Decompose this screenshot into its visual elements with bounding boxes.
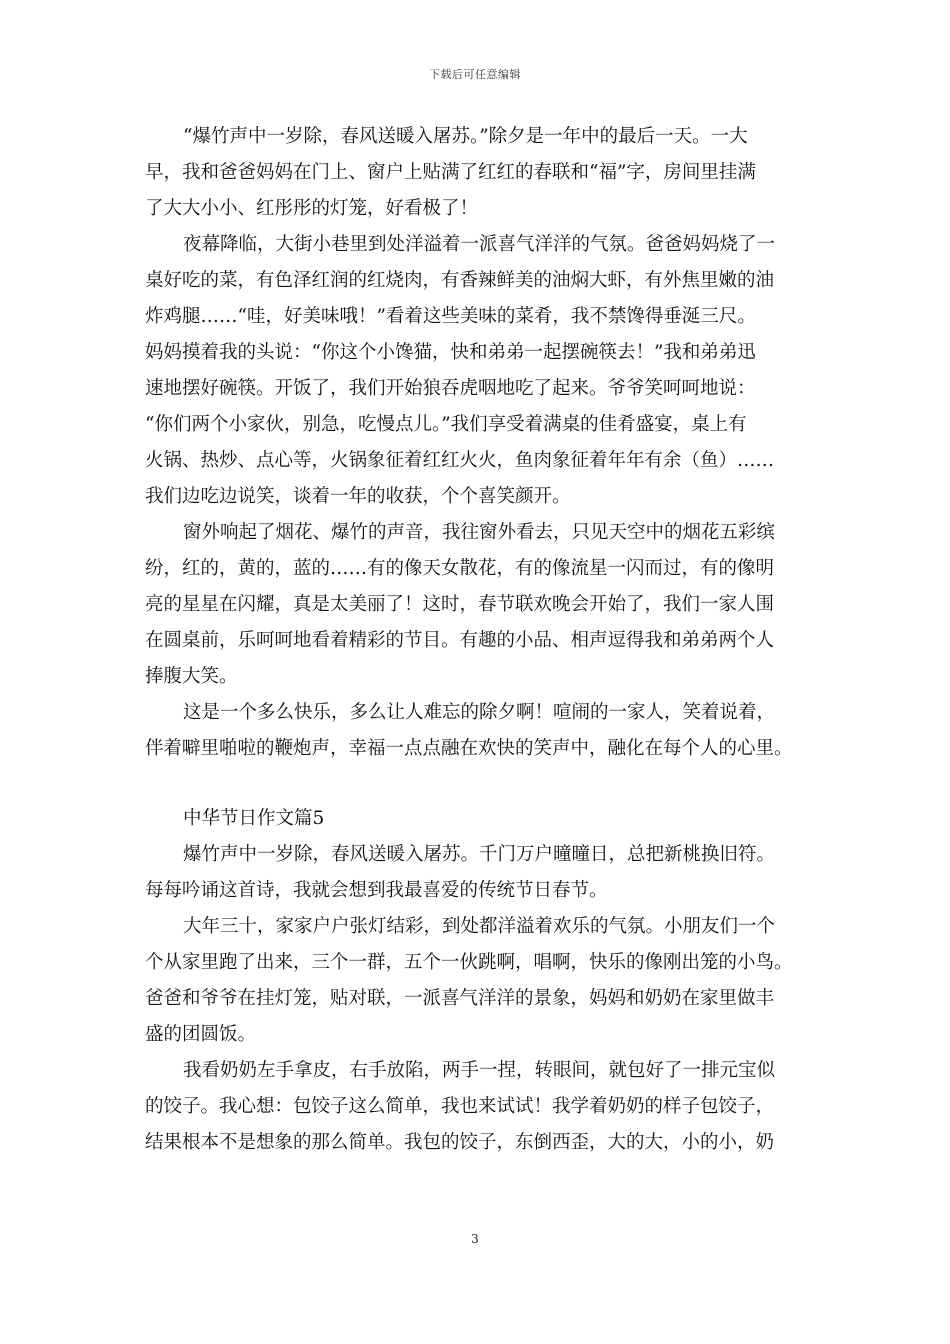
section-paragraph-2 — [145, 909, 810, 1053]
article-body — [145, 119, 810, 1161]
text-line: 我看奶奶左手拿皮，右手放陷，两手一捏，转眼间，就包好了一排元宝似 — [183, 1060, 776, 1081]
paragraph-3 — [145, 515, 810, 695]
text-line: 大年三十，家家户户张灯结彩，到处都洋溢着欢乐的气氛。小朋友们一个 — [183, 916, 776, 937]
text-line: 妈妈摸着我的头说：“你这个小馋猫，快和弟弟一起摆碗筷去！”我和弟弟迅 — [145, 342, 756, 363]
text-line: 亮的星星在闪耀，真是太美丽了！这时，春节联欢晚会开始了，我们一家人围 — [145, 594, 775, 615]
text-line: 纷，红的，黄的，蓝的……有的像天女散花，有的像流星一闪而过，有的像明 — [145, 558, 775, 579]
section-paragraph-3 — [145, 1053, 810, 1161]
paragraph-1 — [145, 119, 810, 227]
text-line: 桌好吃的菜，有色泽红润的红烧肉，有香辣鲜美的油焖大虾，有外焦里嫩的油 — [145, 270, 775, 291]
section-title: 中华节日作文篇5 — [183, 808, 325, 829]
text-line: 伴着噼里啪啦的鞭炮声，幸福一点点融在欢快的笑声中，融化在每个人的心里。 — [145, 738, 793, 759]
text-line: 窗外响起了烟花、爆竹的声音，我往窗外看去，只见天空中的烟花五彩缤 — [183, 522, 776, 543]
section-paragraph-1 — [145, 837, 810, 909]
section-spacer — [145, 767, 810, 801]
paragraph-2 — [145, 227, 810, 515]
text-line: 速地摆好碗筷。开饭了，我们开始狼吞虎咽地吃了起来。爷爷笑呵呵地说： — [145, 378, 756, 399]
text-line: 在圆桌前，乐呵呵地看着精彩的节目。有趣的小品、相声逗得我和弟弟两个人 — [145, 630, 775, 651]
text-line: 火锅、热炒、点心等，火锅象征着红红火火，鱼肉象征着年年有余（鱼）…… — [145, 450, 775, 471]
text-line: 的饺子。我心想：包饺子这么简单，我也来试试！我学着奶奶的样子包饺子， — [145, 1096, 775, 1117]
text-line: 个从家里跑了出来，三个一群，五个一伙跳啊，唱啊，快乐的像刚出笼的小鸟。 — [145, 952, 793, 973]
text-line: 了大大小小、红彤彤的灯笼，好看极了！ — [145, 198, 479, 219]
text-line: 捧腹大笑。 — [145, 666, 238, 687]
text-line: 夜幕降临，大街小巷里到处洋溢着一派喜气洋洋的气氛。爸爸妈妈烧了一 — [183, 234, 776, 255]
text-line: 炸鸡腿……“哇，好美味哦！”看着这些美味的菜肴，我不禁馋得垂涎三尺。 — [145, 306, 756, 327]
text-line: “你们两个小家伙，别急，吃慢点儿。”我们享受着满桌的佳肴盛宴，桌上有 — [145, 414, 747, 435]
page-header: 下载后可任意编辑 — [429, 68, 521, 81]
text-line: 结果根本不是想象的那么简单。我包的饺子，东倒西歪，大的大，小的小，奶 — [145, 1132, 775, 1153]
text-line: 盛的团圆饭。 — [145, 1024, 257, 1045]
text-line: 爆竹声中一岁除，春风送暖入屠苏。千门万户曈曈日，总把新桃换旧符。 — [183, 844, 776, 865]
text-line: 爸爸和爷爷在挂灯笼，贴对联，一派喜气洋洋的景象，妈妈和奶奶在家里做丰 — [145, 988, 775, 1009]
text-line: 这是一个多么快乐，多么让人难忘的除夕啊！喧闹的一家人，笑着说着， — [183, 702, 776, 723]
paragraph-4 — [145, 695, 810, 767]
page-number: 3 — [471, 1232, 479, 1246]
text-line: “爆竹声中一岁除，春风送暖入屠苏。”除夕是一年中的最后一天。一大 — [183, 126, 748, 147]
text-line: 我们边吃边说笑，谈着一年的收获，个个喜笑颜开。 — [145, 486, 571, 507]
text-line: 每每吟诵这首诗，我就会想到我最喜爱的传统节日春节。 — [145, 880, 608, 901]
text-line: 早，我和爸爸妈妈在门上、窗户上贴满了红红的春联和“福”字，房间里挂满 — [145, 162, 756, 183]
